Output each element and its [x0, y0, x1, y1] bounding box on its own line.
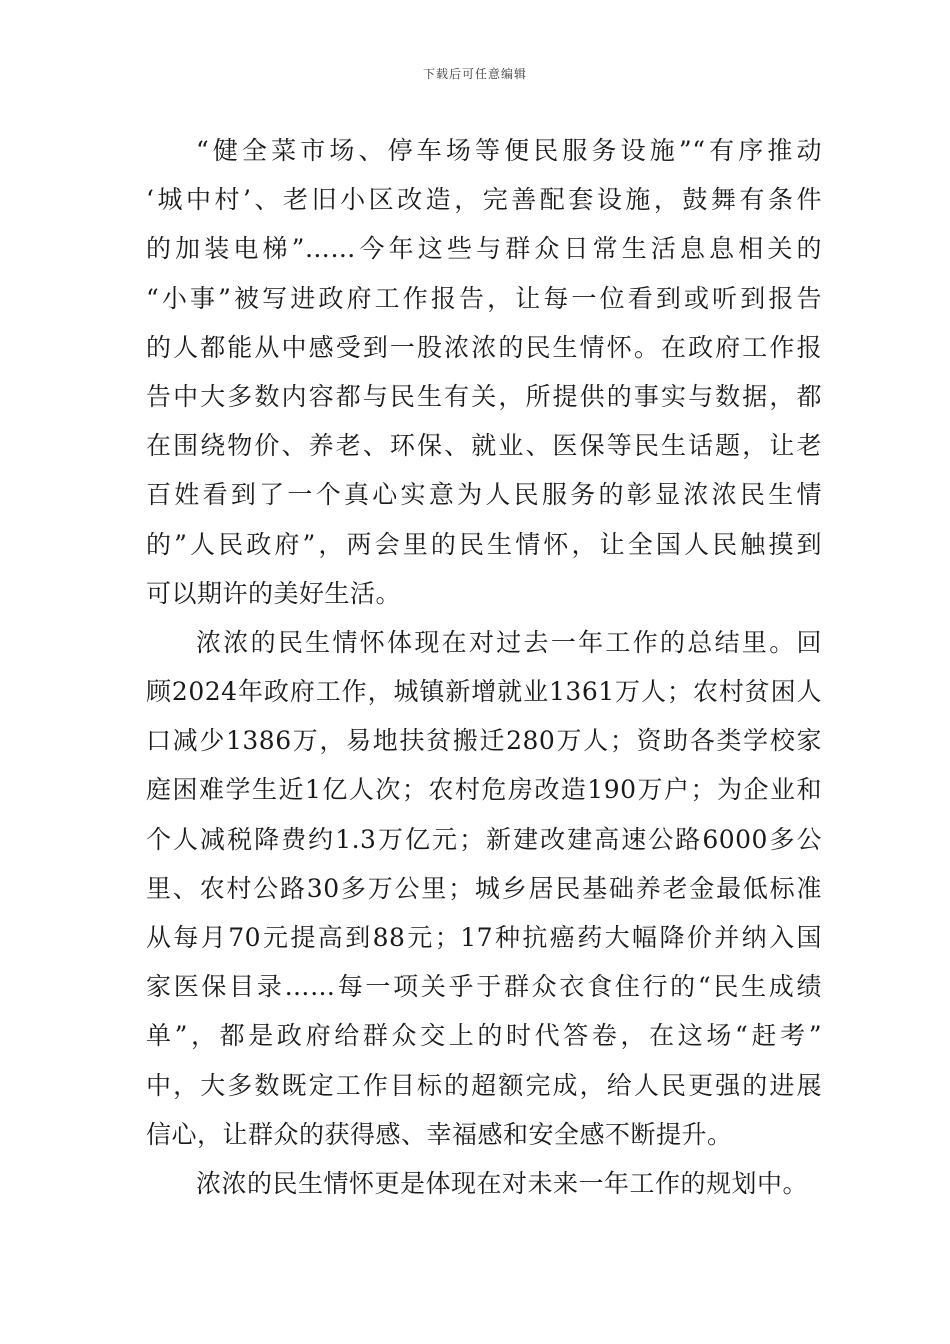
paragraph-line: 的”人民政府”，两会里的民生情怀，让全国人民触摸到 [146, 529, 822, 559]
paragraph-line: 顾2024年政府工作，城镇新增就业1361万人；农村贫困人 [146, 677, 822, 707]
paragraph-line: “健全菜市场、停车场等便民服务设施”“有序推动 [196, 136, 822, 165]
paragraph-line: 家医保目录……每一项关乎于群众衣食住行的“民生成绩 [146, 972, 822, 1002]
paragraph-line: 个人减税降费约1.3万亿元；新建改建高速公路6000多公 [146, 824, 822, 854]
paragraph-3 [146, 1159, 822, 1208]
paragraph-line: ‘城中村’、老旧小区改造，完善配套设施，鼓舞有条件 [146, 185, 822, 215]
paragraph-line: 的加装电梯”……今年这些与群众日常生活息息相关的 [146, 234, 822, 264]
paragraph-2 [146, 618, 822, 1159]
document-body [146, 126, 822, 1208]
paragraph-line: 信心，让群众的获得感、幸福感和安全感不断提升。 [146, 1119, 733, 1149]
page-header: 下载后可任意编辑 [422, 67, 527, 81]
paragraph-line: 告中大多数内容都与民生有关，所提供的事实与数据，都 [146, 381, 822, 411]
paragraph-line: 里、农村公路30多万公里；城乡居民基础养老金最低标准 [146, 873, 822, 903]
paragraph-line: 浓浓的民生情怀体现在对过去一年工作的总结里。回 [196, 627, 822, 657]
paragraph-1 [146, 126, 822, 618]
paragraph-line: 的人都能从中感受到一股浓浓的民生情怀。在政府工作报 [146, 332, 822, 362]
paragraph-line: 从每月70元提高到88元；17种抗癌药大幅降价并纳入国 [146, 923, 822, 952]
paragraph-line: 口减少1386万，易地扶贫搬迁280万人；资助各类学校家 [146, 726, 822, 756]
paragraph-line: 单”，都是政府给群众交上的时代答卷，在这场“赶考” [146, 1021, 822, 1051]
paragraph-line: 庭困难学生近1亿人次；农村危房改造190万户；为企业和 [146, 775, 822, 805]
paragraph-line: 中，大多数既定工作目标的超额完成，给人民更强的进展 [146, 1070, 822, 1100]
paragraph-line: 百姓看到了一个真心实意为人民服务的彰显浓浓民生情 [146, 480, 822, 510]
paragraph-line: 可以期许的美好生活。 [146, 578, 402, 608]
paragraph-line: 在围绕物价、养老、环保、就业、医保等民生话题，让老 [146, 431, 822, 461]
paragraph-line: “小事”被写进政府工作报告，让每一位看到或听到报告 [146, 283, 822, 313]
paragraph-line: 浓浓的民生情怀更是体现在对未来一年工作的规划中。 [196, 1168, 809, 1198]
